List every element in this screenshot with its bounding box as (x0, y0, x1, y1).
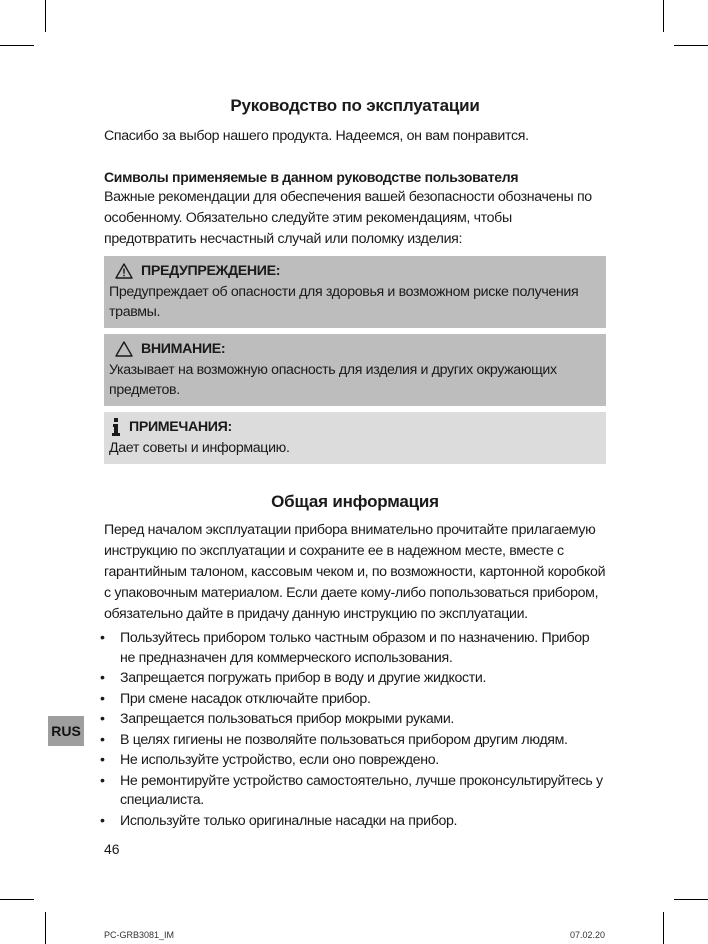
crop-mark (674, 899, 708, 900)
bullet: • (100, 772, 105, 789)
crop-mark (45, 912, 46, 944)
warning-notice (104, 256, 606, 328)
bullet: • (100, 670, 105, 686)
caution-notice-text: Указывает на возможную опасность для изделия и других окружающих предметов. (109, 362, 557, 398)
bullet: • (100, 812, 105, 829)
warning-triangle-icon (115, 263, 133, 279)
warning-triangle-icon (115, 341, 133, 357)
language-tab: RUS (48, 716, 84, 746)
list-item: • Не ремонтируйте устройство самостоятельно, лучше проконсультируйтесь у специалиста. (100, 772, 603, 808)
warning-notice-title: ПРЕДУПРЕЖДЕНИЕ: (141, 263, 281, 279)
crop-mark (0, 45, 34, 46)
safety-list (100, 629, 606, 831)
symbols-text: Важные рекомендации для обеспечения вашей безопасности обозначены по особенному. Обязательно следуйте этим рекомендациям, чтобы предотвратить несчастный случай или поломку изделия: (104, 189, 592, 247)
general-text: Перед началом эксплуатации прибора внимательно прочитайте прилагаемую инструкцию по эксплуатации и сохраните ее в надежном месте, вместе с гарантийным талоном, кассовым чеком и, по возможности, картонной коробкой с упаковочным материалом. Если даете кому-либо попользоваться прибором, обязательно дайте в придачу данную инструкцию по эксплуатации. (104, 522, 606, 622)
list-item: • При смене насадок отключайте прибор. (104, 690, 606, 710)
list-item: • Пользуйтесь прибором только частным образом и по назначению. Прибор не предназначен для коммерческого использования. (100, 630, 590, 666)
list-item: • Запрещается погружать прибор в воду и другие жидкости. (104, 669, 606, 689)
crop-mark (663, 0, 664, 32)
page-content (100, 96, 606, 832)
footer-doc-code: PC-GRB3081_IM (104, 930, 175, 940)
crop-mark (674, 45, 708, 46)
list-item: • Не используйте устройство, если оно повреждено. (104, 751, 606, 771)
bullet: • (100, 731, 105, 748)
bullet: • (100, 711, 105, 727)
warning-notice-text: Предупреждает об опасности для здоровья и возможном риске получения травмы. (109, 284, 579, 320)
intro-text: Спасибо за выбор нашего продукта. Надеемся, он вам понравится. (104, 128, 529, 144)
caution-notice (104, 334, 606, 406)
footer-date: 07.02.20 (570, 930, 606, 940)
bullet: • (100, 752, 105, 768)
list-item: • Используйте только оригиналные насадки на прибор. (104, 812, 606, 832)
page-title: Руководство по эксплуатации (230, 96, 480, 115)
bullet: • (100, 690, 105, 707)
list-item: • В целях гигиены не позволяйте пользоваться прибором другим людям. (104, 731, 606, 751)
symbols-heading: Символы применяемые в данном руководстве пользователя (104, 169, 519, 185)
general-heading: Общая информация (271, 492, 439, 511)
note-notice (104, 412, 606, 464)
page-number: 46 (104, 841, 120, 857)
note-notice-text: Дает советы и информацию. (109, 440, 290, 456)
crop-mark (45, 0, 46, 32)
crop-mark (663, 912, 664, 944)
list-item: • Запрещается пользоваться прибор мокрыми руками. (104, 710, 606, 730)
info-icon (111, 418, 121, 436)
bullet: • (100, 630, 105, 646)
note-notice-title: ПРИМЕЧАНИЯ: (129, 419, 232, 435)
caution-notice-title: ВНИМАНИЕ: (141, 341, 226, 357)
crop-mark (0, 899, 34, 900)
